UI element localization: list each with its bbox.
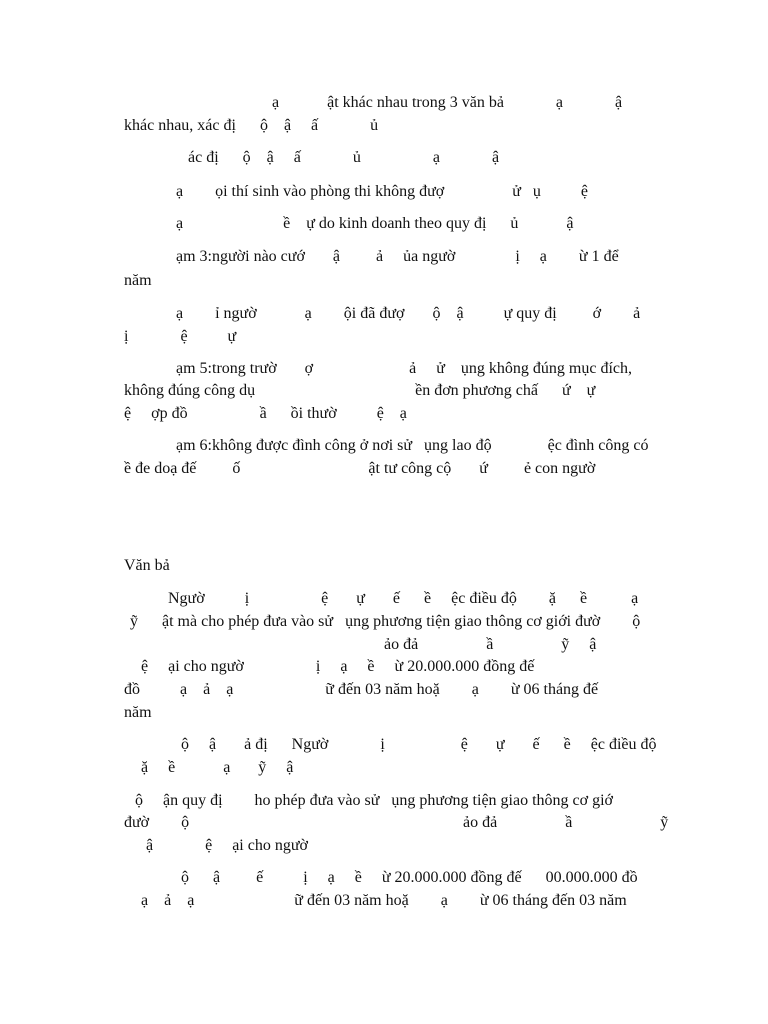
text-line: ộ ận quy đị ho phép đưa vào sử ụng phương tiện giao thông cơ giớ: [135, 792, 614, 809]
text-line: ạ ề ự do kinh doanh theo quy đị ủ ậ: [176, 215, 574, 232]
text-line: ạm 6:không được đình công ở nơi sử ụng lao độ ệc đình công có: [176, 437, 649, 454]
text-line: không đúng công dụ ền đơn phương chấ ứ ự: [124, 382, 596, 399]
text-line: khác nhau, xác đị ộ ậ ấ ủ: [124, 117, 379, 134]
text-line: ạm 5:trong trườ ợ ả ử ụng không đúng mục đích,: [176, 360, 632, 377]
text-line: ậ ệ ại cho ngườ: [146, 837, 308, 854]
text-line: ề đe doạ đế ố ật tư công cộ ứ ẻ con ngườ: [124, 460, 596, 477]
text-line: ảo đả ầ ỹ ậ: [384, 636, 597, 653]
text-line: ạ ật khác nhau trong 3 văn bả ạ ậ: [272, 94, 623, 111]
text-line: ỹ ật mà cho phép đưa vào sử ụng phương tiện giao thông cơ giới đườ ộ: [130, 613, 641, 630]
text-line: năm: [124, 272, 152, 289]
text-line: đườ ộ: [124, 814, 190, 831]
text-line: ị ệ ự: [124, 328, 237, 345]
text-line: ộ ậ ả đị Ngườ ị ệ ự ế ề ệc điều độ: [181, 736, 657, 753]
section-heading: Văn bả: [124, 557, 170, 574]
text-line: năm: [124, 704, 152, 721]
text-line: ệ ợp đồ ầ ồi thườ ệ ạ: [124, 405, 407, 422]
text-line: đồ ạ ả ạ ữ đến 03 năm hoặ ạ ừ 06 tháng đế: [124, 681, 599, 698]
text-line: ạm 3:người nào cướ ậ ả ủa ngườ ị ạ ừ 1 để: [176, 248, 619, 265]
text-line: ạ ả ạ ữ đến 03 năm hoặ ạ ừ 06 tháng đến 03 năm: [141, 892, 627, 909]
text-line: ộ ậ ế ị ạ ề ừ 20.000.000 đồng đế 00.000.000 đồ: [181, 869, 638, 886]
text-line: ạ ọi thí sinh vào phòng thi không đượ ử ụ ệ: [176, 183, 589, 200]
text-line: Ngườ ị ệ ự ế ề ệc điều độ ặ ề ạ: [168, 590, 639, 607]
text-line: ệ ại cho ngườ ị ạ ề ừ 20.000.000 đồng đế: [141, 658, 535, 675]
text-line: ặ ề ạ ỹ ậ: [141, 759, 294, 776]
text-line: ảo đả ầ ỹ: [463, 814, 669, 831]
text-line: ạ ỉ ngườ ạ ội đã đượ ộ ậ ự quy đị ớ ả: [176, 305, 641, 322]
text-line: ác đị ộ ậ ấ ủ ạ ậ: [188, 149, 500, 166]
